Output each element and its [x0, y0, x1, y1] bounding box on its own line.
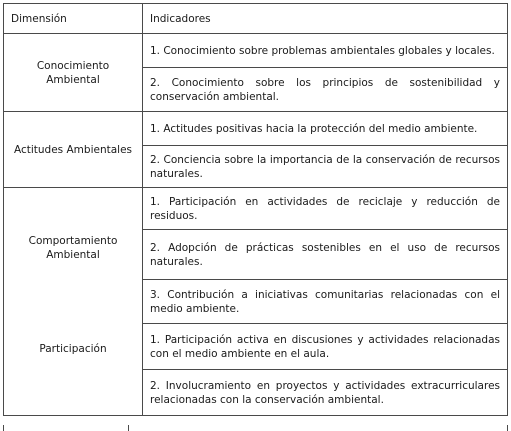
indicator-cell: 1. Actitudes positivas hacia la protección del medio ambiente. — [143, 112, 508, 146]
table-row — [4, 112, 508, 146]
table-bottom-continuation — [3, 425, 508, 431]
indicator-cell: 2. Adopción de prácticas sostenibles en el uso de recursos naturales. — [143, 230, 508, 280]
dimension-comportamiento-participacion — [4, 188, 143, 416]
table-header-row — [4, 4, 508, 34]
indicator-cell: 2. Conocimiento sobre los principios de sostenibilidad y conservación ambiental. — [143, 68, 508, 112]
dimension-comportamiento: Comportamiento Ambiental — [28, 235, 118, 261]
dimension-actitudes: Actitudes Ambientales — [4, 112, 143, 188]
indicator-cell: 1. Conocimiento sobre problemas ambientales globales y locales. — [143, 34, 508, 68]
header-dimension: Dimensión — [4, 4, 143, 34]
indicator-cell: 2. Conciencia sobre la importancia de la conservación de recursos naturales. — [143, 146, 508, 188]
dimension-participacion: Participación — [39, 343, 107, 355]
indicator-cell: 1. Participación en actividades de reciclaje y reducción de residuos. — [143, 188, 508, 230]
indicator-cell: 1. Participación activa en discusiones y actividades relacionadas con el medio ambiente en el aula. — [143, 324, 508, 370]
indicator-cell: 2. Involucramiento en proyectos y actividades extracurriculares relacionadas con la conservación ambiental. — [143, 370, 508, 416]
dimensions-table — [3, 3, 508, 416]
table-row — [4, 34, 508, 68]
header-indicators: Indicadores — [143, 4, 508, 34]
table-row — [4, 188, 508, 230]
column-divider-tick — [128, 425, 129, 431]
indicator-cell: 3. Contribución a iniciativas comunitarias relacionadas con el medio ambiente. — [143, 280, 508, 324]
dimension-conocimiento: Conocimiento Ambiental — [4, 34, 143, 112]
